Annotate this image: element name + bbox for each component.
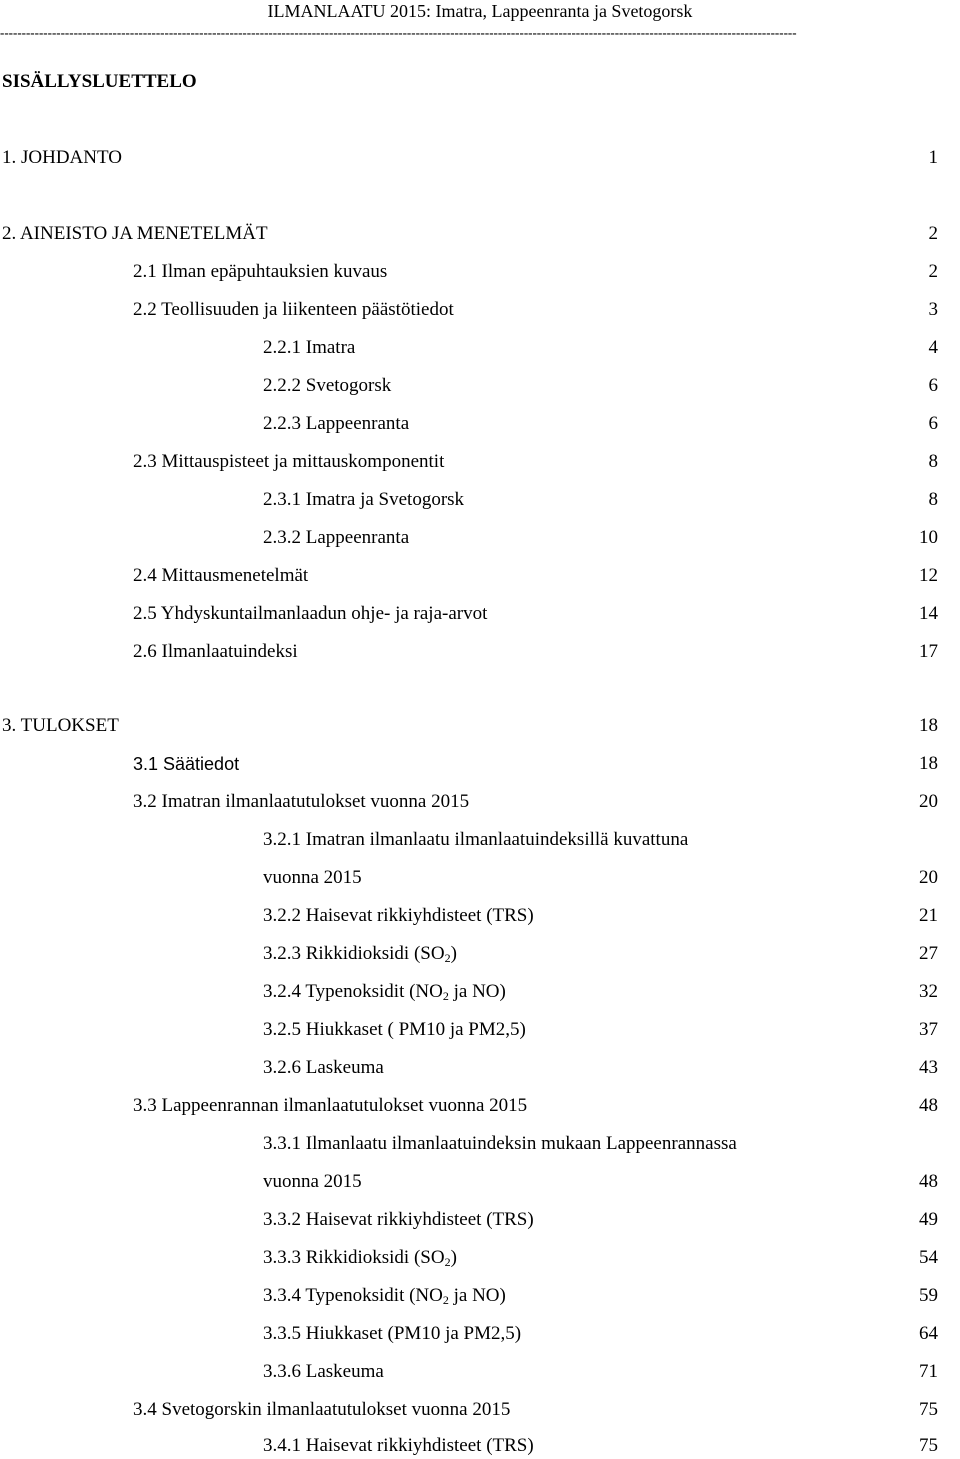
toc-entry-label: 3. TULOKSET (2, 715, 119, 736)
toc-entry[interactable] (0, 979, 960, 1005)
toc-entry[interactable] (0, 1321, 960, 1347)
toc-entry[interactable] (0, 789, 960, 815)
toc-entry-label: 2. AINEISTO JA MENETELMÄT (2, 223, 268, 244)
toc-entry-page: 10 (919, 527, 938, 548)
toc-entry[interactable] (0, 411, 960, 437)
toc-entry-label: 3.2.4 Typenoksidit ($NO_2$ ja NO) (263, 981, 506, 1003)
toc-entry-label: 2.2.2 Svetogorsk (263, 375, 392, 396)
toc-entry[interactable] (0, 373, 960, 399)
toc-entry-label: 3.2.3 Rikkidioksidi $(SO_2)$ (263, 943, 457, 965)
toc-entry-label: 3.3.3 Rikkidioksidi $(SO_2)$ (263, 1247, 457, 1269)
toc-entry-page: 64 (919, 1323, 938, 1344)
header-dashed-rule: ---------------------------------------------------------------------------------------------------------------------------------------------------------------------------------------- (0, 26, 797, 39)
toc-entry-label: 2.2.1 Imatra (263, 337, 356, 358)
toc-heading: SISÄLLYSLUETTELO (2, 71, 197, 92)
toc-entry-label: 3.2 Imatran ilmanlaatutulokset vuonna 2015 (133, 791, 470, 812)
toc-entry-page: 75 (919, 1435, 938, 1456)
toc-entry[interactable] (0, 601, 960, 627)
toc-entry[interactable] (0, 487, 960, 513)
toc-entry-label: 2.3.1 Imatra ja Svetogorsk (263, 489, 465, 510)
toc-entry-label: 3.3.2 Haisevat rikkiyhdisteet (TRS) (263, 1209, 534, 1230)
toc-entry-label: 3.3.4 Typenoksidit ($NO_2$ ja NO) (263, 1285, 506, 1307)
toc-entry-label: 2.2.3 Lappeenranta (263, 413, 410, 434)
toc-entry[interactable] (0, 1017, 960, 1043)
toc-entry-page: 20 (919, 867, 938, 888)
toc-entry[interactable] (0, 1169, 960, 1195)
toc-entry[interactable] (0, 1131, 960, 1157)
toc-entry-page: 27 (919, 943, 938, 964)
toc-entry-page: 20 (919, 791, 938, 812)
toc-entry[interactable] (0, 1093, 960, 1119)
toc-entry-page: 48 (919, 1095, 938, 1116)
toc-entry[interactable] (0, 1359, 960, 1385)
toc-entry-label: 2.1 Ilman epäpuhtauksien kuvaus (133, 261, 388, 282)
toc-entry-label: vuonna 2015 (263, 867, 362, 888)
toc-entry-label: 3.2.2 Haisevat rikkiyhdisteet (TRS) (263, 905, 534, 926)
toc-entry-page: 18 (919, 715, 938, 736)
toc-entry-page: 8 (928, 489, 938, 510)
toc-entry[interactable] (0, 449, 960, 475)
toc-entry[interactable] (0, 713, 960, 739)
toc-entry-page: 14 (919, 603, 938, 624)
toc-entry-page: 6 (928, 375, 938, 396)
toc-entry-page: 2 (928, 261, 938, 282)
toc-entry[interactable] (0, 563, 960, 589)
toc-entry-page: 18 (919, 753, 938, 774)
toc-entry-label: 2.4 Mittausmenetelmät (133, 565, 309, 586)
toc-entry[interactable] (0, 525, 960, 551)
toc-entry-label: 3.3.5 Hiukkaset (PM10 ja PM2,5) (263, 1323, 522, 1344)
toc-entry-page: 1 (928, 147, 938, 168)
toc-entry-label: vuonna 2015 (263, 1171, 362, 1192)
toc-entry-page: 43 (919, 1057, 938, 1078)
toc-entry-page: 32 (919, 981, 938, 1002)
toc-entry[interactable] (0, 1245, 960, 1271)
toc-entry-page: 2 (928, 223, 938, 244)
toc-entry-page: 37 (919, 1019, 938, 1040)
toc-entry-label: 3.3.1 Ilmanlaatu ilmanlaatuindeksin mukaan Lappeenrannassa (263, 1133, 737, 1154)
toc-entry-page: 6 (928, 413, 938, 434)
toc-entry-page: 71 (919, 1361, 938, 1382)
toc-entry-page: 75 (919, 1399, 938, 1420)
toc-entry-page: 4 (928, 337, 938, 358)
toc-entry[interactable] (0, 221, 960, 247)
toc-entry-label: 2.2 Teollisuuden ja liikenteen päästötiedot (133, 299, 454, 320)
toc-entry-page: 21 (919, 905, 938, 926)
toc-entry-label: 2.3 Mittauspisteet ja mittauskomponentit (133, 451, 445, 472)
toc-entry[interactable] (0, 903, 960, 929)
toc-entry-page: 54 (919, 1247, 938, 1268)
toc-entry[interactable] (0, 145, 960, 171)
toc-entry[interactable] (0, 827, 960, 853)
toc-entry-label: 3.2.5 Hiukkaset ( PM10 ja PM2,5) (263, 1019, 526, 1040)
toc-entry[interactable] (0, 297, 960, 323)
toc-entry-label: 2.3.2 Lappeenranta (263, 527, 410, 548)
toc-entry[interactable] (0, 1283, 960, 1309)
toc-entry-label: 2.5 Yhdyskuntailmanlaadun ohje- ja raja-arvot (133, 603, 488, 624)
toc-entry[interactable] (0, 639, 960, 665)
toc-entry-label: 3.3 Lappeenrannan ilmanlaatutulokset vuonna 2015 (133, 1095, 528, 1116)
toc-entry-page: 59 (919, 1285, 938, 1306)
toc-entry[interactable] (0, 1207, 960, 1233)
toc-entry[interactable] (0, 335, 960, 361)
toc-entry-page: 49 (919, 1209, 938, 1230)
toc-entry-page: 48 (919, 1171, 938, 1192)
toc-entry-label: 3.2.6 Laskeuma (263, 1057, 384, 1078)
toc-entry[interactable] (0, 259, 960, 285)
toc-entry-label: 3.4 Svetogorskin ilmanlaatutulokset vuonna 2015 (133, 1399, 511, 1420)
toc-entry[interactable] (0, 751, 960, 777)
toc-entry[interactable] (0, 865, 960, 891)
toc-entry-label: 3.4.1 Haisevat rikkiyhdisteet (TRS) (263, 1435, 534, 1456)
toc-entry-label: 3.1 Säätiedot (133, 754, 240, 774)
toc-entry-label: 1. JOHDANTO (2, 147, 122, 168)
toc-entry[interactable] (0, 941, 960, 967)
toc-entry[interactable] (0, 1433, 960, 1459)
toc-entry-page: 17 (919, 641, 938, 662)
toc-entry[interactable] (0, 1055, 960, 1081)
toc-entry[interactable] (0, 1397, 960, 1423)
toc-entry-page: 3 (928, 299, 938, 320)
toc-entry-label: 3.2.1 Imatran ilmanlaatu ilmanlaatuindeksillä kuvattuna (263, 829, 689, 850)
toc-entry-label: 3.3.6 Laskeuma (263, 1361, 384, 1382)
toc-entry-label: 2.6 Ilmanlaatuindeksi (133, 641, 298, 662)
toc-entry-page: 8 (928, 451, 938, 472)
running-header-title: ILMANLAATU 2015: Imatra, Lappeenranta ja Svetogorsk (267, 1, 693, 21)
toc-entry-page: 12 (919, 565, 938, 586)
